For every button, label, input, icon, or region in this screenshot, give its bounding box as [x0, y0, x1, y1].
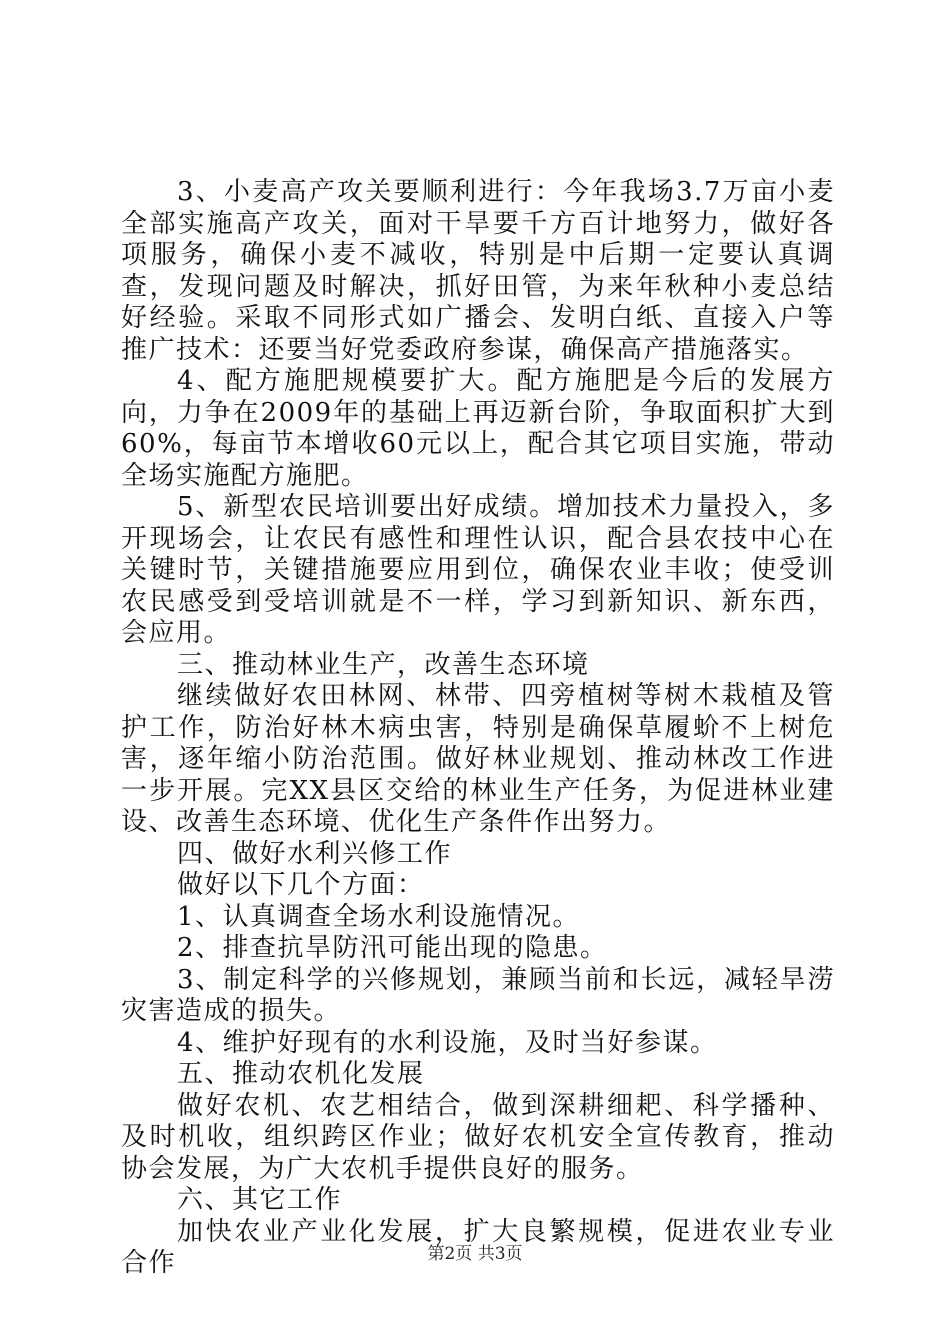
- section-heading-water: 四、做好水利兴修工作: [177, 838, 453, 869]
- paragraph-forestry: 继续做好农田林网、林带、四旁植树等树木栽植及管护工作，防治好林木病虫害，特别是确保草履蚧不上树危害，逐年缩小防治范围。做好林业规划、推动林改工作进一步开展。完XX县区交给的林业生产任务，为促进林业建设、改善生态环境、优化生产条件作出努力。: [121, 681, 835, 837]
- page-footer: 第2页 共3页: [427, 1244, 523, 1264]
- section-heading-mechanization: 五、推动农机化发展: [177, 1059, 425, 1089]
- list-item-water-1: 1、认真调查全场水利设施情况。: [177, 901, 581, 932]
- paragraph-formula-fertilization: 4、配方施肥规模要扩大。配方施肥是今后的发展方向，力争在2009年的基础上再迈新台阶，争取面积扩大到60%，每亩节本增收60元以上，配合其它项目实施，带动全场实施配方施肥。: [121, 366, 835, 491]
- section-heading-other: 六、其它工作: [177, 1185, 343, 1215]
- paragraph-mechanization: 做好农机、农艺相结合，做到深耕细耙、科学播种、及时机收，组织跨区作业；做好农机安全宣传教育，推动协会发展，为广大农机手提供良好的服务。: [121, 1090, 835, 1184]
- paragraph-water-intro: 做好以下几个方面：: [177, 870, 425, 900]
- paragraph-wheat-yield: 3、小麦高产攻关要顺利进行：今年我场3.7万亩小麦全部实施高产攻关，面对干旱要千方百计地努力，做好各项服务，确保小麦不减收，特别是中后期一定要认真调查，发现问题及时解决，抓好田管，为来年秋种小麦总结好经验。采取不同形式如广播会、发明白纸、直接入户等推广技术：还要当好党委政府参谋，确保高产措施落实。: [121, 177, 835, 365]
- paragraph-other: 加快农业产业化发展，扩大良繁规模，促进农业专业合作: [121, 1216, 835, 1278]
- list-item-water-4: 4、维护好现有的水利设施，及时当好参谋。: [177, 1027, 718, 1058]
- list-item-water-2: 2、排查抗旱防汛可能出现的隐患。: [177, 933, 608, 963]
- section-heading-forestry: 三、推动林业生产，改善生态环境: [177, 649, 590, 680]
- list-item-water-3: 3、制定科学的兴修规划，兼顾当前和长远，减轻旱涝灾害造成的损失。: [121, 964, 835, 1026]
- paragraph-farmer-training: 5、新型农民培训要出好成绩。增加技术力量投入，多开现场会，让农民有感性和理性认识，配合县农技中心在关键时节，关键措施要应用到位，确保农业丰收；使受训农民感受到受培训就是不一样，学习到新知识、新东西，会应用。: [121, 492, 835, 648]
- document-body: [121, 177, 835, 1280]
